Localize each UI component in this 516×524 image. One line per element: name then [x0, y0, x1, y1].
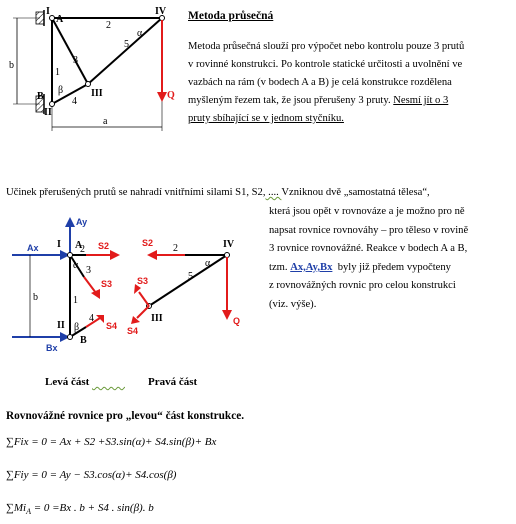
intro-warning-end: pruty sbíhající se v jednom styčníku. [188, 113, 344, 124]
body-right-line-1: která jsou opět v rovnováze a je možno pro ně [269, 206, 465, 217]
left-member-2: 2 [80, 244, 85, 255]
equations-heading: Rovnovážné rovnice pro „levou“ část konstrukce. [6, 410, 245, 422]
node-label-III: III [91, 88, 103, 99]
angle-beta: β [58, 85, 64, 96]
top-truss-diagram [0, 0, 200, 140]
body-right-line-4: byly již předem vypočteny [337, 261, 451, 273]
body-right-paragraph [269, 203, 513, 315]
node-label-IV: IV [155, 6, 167, 17]
right-node-IV: IV [223, 239, 235, 250]
node-label-A: A [56, 14, 64, 25]
force-label-Ay: Ay [76, 217, 88, 227]
section-title: Metoda průsečná [188, 10, 274, 22]
equation-sum-moment [6, 502, 154, 516]
force-label-Ax: Ax [27, 243, 39, 253]
intro-line-3: vazbách na rám (v bodech A a B) je celá konstrukce rozdělena [188, 77, 452, 88]
force-label-S3-left: S3 [101, 279, 113, 289]
body-right-line-5: z rovnovážných rovnic pro celou konstrukci [269, 280, 456, 292]
intro-line-2: v rovinné konstrukci. Po kontrole statické určitosti a uvolnění ve [188, 59, 463, 70]
body-line-start: Učinek přerušených prutů se nahradí vnitřními silami S1, S2, [6, 187, 266, 198]
force-label-S4-right: S4 [127, 326, 139, 336]
left-node-B: B [80, 335, 87, 346]
left-member-4: 4 [89, 313, 94, 324]
equation-moment-subscript: A [26, 507, 31, 517]
left-part-diagram [0, 205, 140, 355]
member-label-3: 3 [73, 55, 78, 66]
right-member-2: 2 [173, 243, 178, 254]
caption-left-part: Levá část [45, 376, 90, 388]
force-label-S2-left: S2 [98, 241, 110, 251]
right-member-5: 5 [188, 271, 193, 282]
body-first-line: Učinek přerušených prutů se nahradí vnitřními silami S1, S2, .... Vzniknou dvě „samostatná tělesa“, [6, 187, 430, 198]
member-label-1: 1 [55, 67, 60, 78]
load-label-Q-right: Q [233, 316, 241, 326]
force-label-S4-left: S4 [106, 321, 118, 331]
dimension-b: b [9, 60, 14, 71]
left-node-I: I [57, 239, 61, 250]
load-label-Q: Q [167, 90, 175, 101]
body-right-line-2: napsat rovnice rovnováhy – pro těleso v rovině [269, 224, 469, 236]
left-angle-alpha: α [73, 260, 79, 271]
node-label-II: II [44, 107, 52, 118]
left-member-3: 3 [86, 265, 91, 276]
right-angle-alpha: α [205, 258, 211, 269]
left-node-II: II [57, 320, 65, 331]
left-angle-beta: β [74, 322, 80, 333]
member-label-2: 2 [106, 20, 111, 31]
body-right-line-3: 3 rovnice rovnovážné. Reakce v bodech A a B, [269, 243, 468, 255]
node-label-I: I [46, 6, 50, 17]
left-member-1: 1 [73, 295, 78, 306]
equation-sum-fx: ∑Fix = 0 = Ax + S2 +S3.sin(α)+ S4.sin(β)+ Bx [6, 436, 217, 448]
intro-line-1: Metoda průsečná slouží pro výpočet nebo kontrolu pouze 3 prutů [188, 41, 465, 52]
force-label-Bx: Bx [46, 343, 58, 353]
left-dimension-b: b [33, 292, 38, 303]
equation-moment-rest: = 0 =Bx . b + S4 . sin(β). b [30, 502, 154, 514]
body-line-end: Vzniknou dvě „samostatná tělesa“, [281, 187, 430, 198]
intro-paragraph [188, 38, 508, 128]
force-label-S3-right: S3 [137, 276, 149, 286]
angle-alpha: α [137, 28, 143, 39]
left-node-A: A [75, 240, 83, 251]
node-label-B: B [37, 91, 44, 102]
member-label-5: 5 [124, 39, 129, 50]
intro-warning-start: Nesmí jít o 3 [393, 95, 449, 106]
equation-moment-symbol: ∑Mi [6, 502, 27, 514]
reactions-link[interactable]: Ax,Ay,Bx [290, 261, 333, 273]
equation-sum-fy: ∑Fiy = 0 = Ay − S3.cos(α)+ S4.cos(β) [6, 469, 177, 481]
right-part-diagram [125, 230, 255, 340]
member-label-4: 4 [72, 96, 77, 107]
intro-line-4: myšleným řezem tak, že jsou přerušeny 3 pruty. [188, 95, 391, 106]
force-label-S2-right: S2 [142, 238, 154, 248]
caption-right-part: Pravá část [148, 376, 198, 388]
body-right-tzm: tzm. [269, 261, 288, 273]
dimension-a: a [103, 116, 108, 127]
right-node-III: III [151, 313, 163, 324]
body-right-line-6: (viz. výše). [269, 298, 317, 310]
